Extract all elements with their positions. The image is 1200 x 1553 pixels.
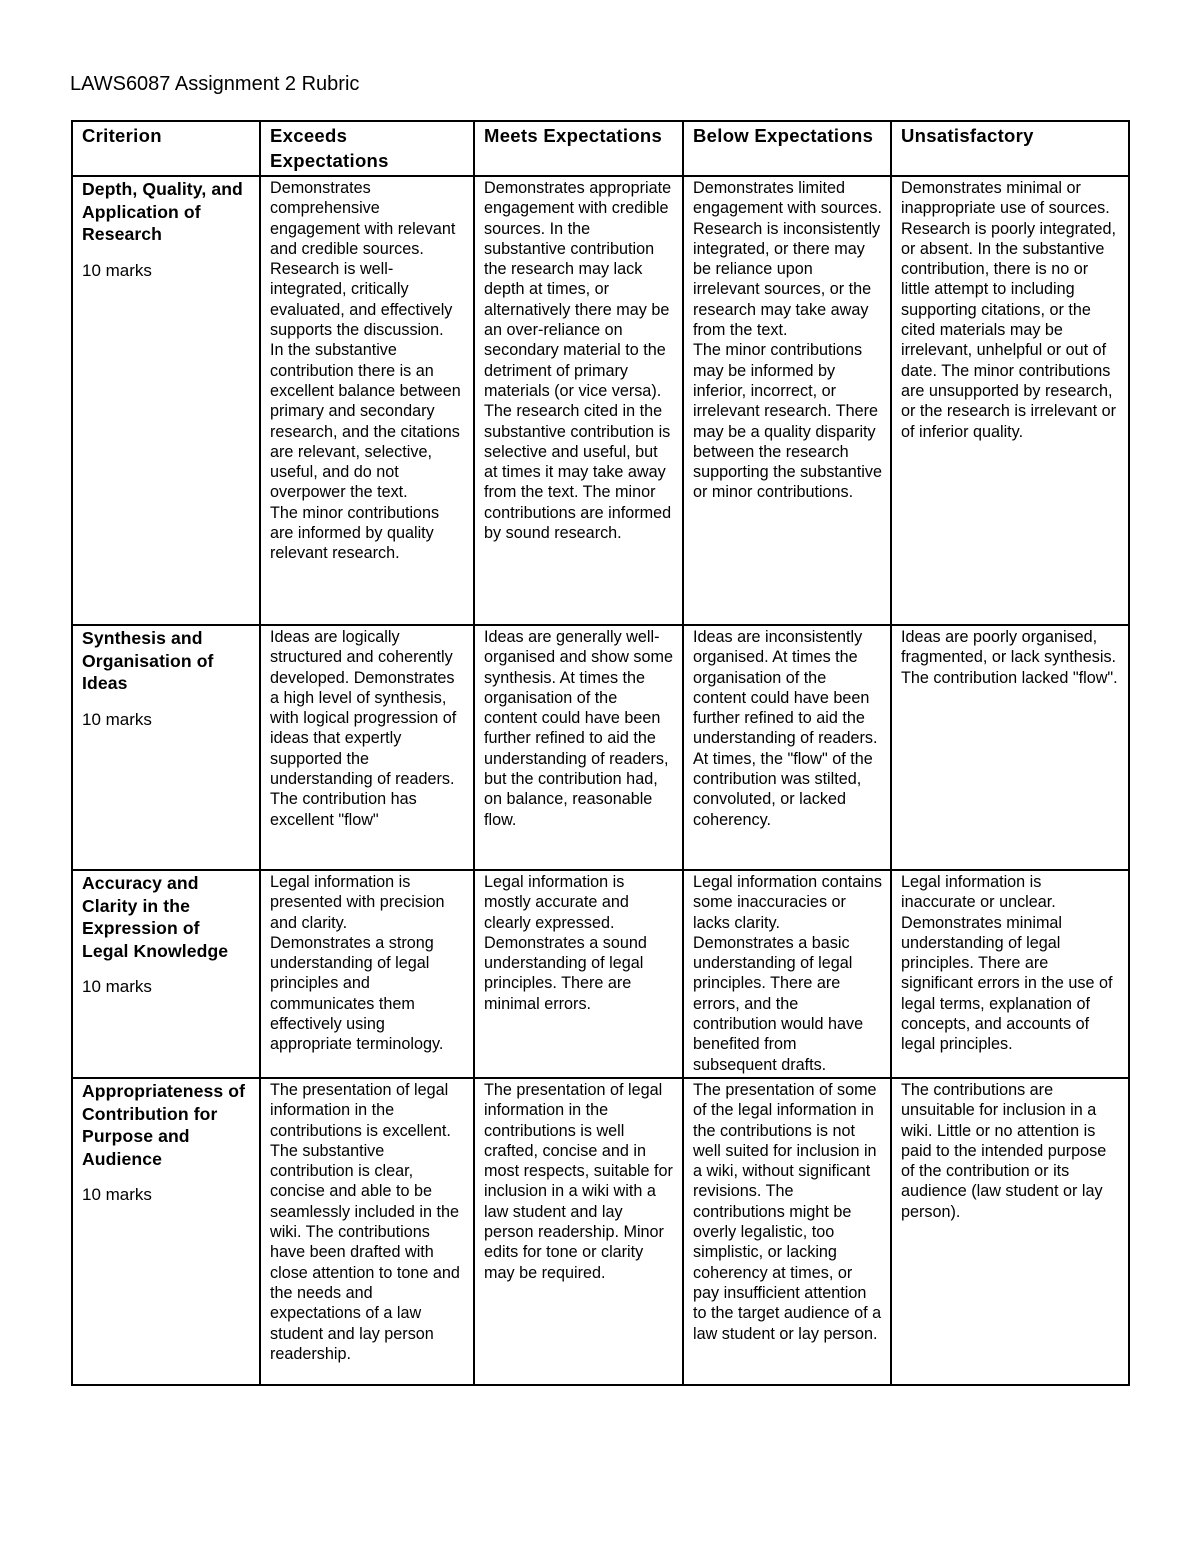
- cell-text: Demonstrates limited engagement with sources. Research is inconsistently integrated, or there may be reliance upon irrelevant sources, or the research may take away from the text. The minor contributions may be informed by inferior, incorrect, or irrelevant research. There may be a quality disparity between the research supporting the substantive or minor contributions.: [693, 179, 882, 502]
- exceeds-cell: [260, 625, 474, 870]
- cell-text: Demonstrates minimal or inappropriate use of sources. Research is poorly integrated, or absent. In the substantive contribution, there is no or little attempt to including supporting citations, or the cited materials may be irrelevant, unhelpful or out of date. The minor contributions are unsupported by research, or the research is irrelevant or of inferior quality.: [901, 179, 1117, 441]
- table-header-row: [72, 121, 1129, 176]
- criterion-marks: 10 marks: [82, 1185, 152, 1205]
- cell-text: Ideas are inconsistently organised. At times the organisation of the content could have been further refined to aid the understanding of readers. At times, the "flow" of the contribution was stilted, convoluted, or lacked coherency.: [693, 628, 878, 829]
- exceeds-cell: [260, 176, 474, 625]
- cell-text: Ideas are poorly organised, fragmented, or lack synthesis. The contribution lacked "flow".: [901, 628, 1118, 687]
- cell-text: The presentation of legal information in the contributions is excellent. The substantive contribution is clear, concise and able to be seamlessly included in the wiki. The contributions have been drafted with close attention to tone and the needs and expectations of a law student and lay person readership.: [270, 1080, 460, 1363]
- unsatisfactory-cell: [891, 1078, 1129, 1385]
- cell-text: Legal information is inaccurate or unclear. Demonstrates minimal understanding of legal principles. There are significant errors in the use of legal terms, explanation of concepts, and accounts of legal principles.: [901, 873, 1113, 1054]
- cell-text: Ideas are generally well-organised and show some synthesis. At times the organisation of the content could have been further refined to aid the understanding of readers, but the contribution had, on balance, reasonable flow.: [484, 628, 673, 829]
- exceeds-cell: [260, 1078, 474, 1385]
- below-cell: [683, 1078, 891, 1385]
- table-row: [72, 625, 1129, 870]
- below-cell: [683, 870, 891, 1078]
- table-row: [72, 1078, 1129, 1385]
- cell-text: The presentation of some of the legal information in the contributions is not well suited for inclusion in a wiki, without significant revisions. The contributions might be overly legalistic, too simplistic, or lacking coherency at times, or pay insufficient attention to the target audience of a law student or lay person.: [693, 1080, 882, 1343]
- criterion-marks: 10 marks: [82, 977, 152, 997]
- criterion-name: Depth, Quality, and Application of Research: [82, 179, 243, 245]
- header-unsatisfactory: Unsatisfactory: [891, 121, 1129, 176]
- criterion-cell: [72, 625, 260, 870]
- cell-text: Legal information is presented with precision and clarity. Demonstrates a strong understanding of legal principles and communicates them effectively using appropriate terminology.: [270, 873, 445, 1054]
- cell-text: Demonstrates appropriate engagement with credible sources. In the substantive contribution the research may lack depth at times, or alternatively there may be an over-reliance on secondary material to the detriment of primary materials (or vice versa). The research cited in the substantive contribution is selective and useful, but at times it may take away from the text. The minor contributions are informed by sound research.: [484, 179, 672, 543]
- rubric-table: [71, 120, 1130, 1386]
- cell-text: Legal information is mostly accurate and clearly expressed. Demonstrates a sound understanding of legal principles. There are minimal errors.: [484, 873, 647, 1013]
- meets-cell: [474, 176, 683, 625]
- meets-cell: [474, 625, 683, 870]
- meets-cell: [474, 1078, 683, 1385]
- unsatisfactory-cell: [891, 176, 1129, 625]
- exceeds-cell: [260, 870, 474, 1078]
- criterion-cell: [72, 870, 260, 1078]
- criterion-cell: [72, 176, 260, 625]
- below-cell: [683, 625, 891, 870]
- cell-text: Ideas are logically structured and coherently developed. Demonstrates a high level of synthesis, with logical progression of ideas that expertly supported the understanding of readers. The contribution has excellent "flow": [270, 628, 457, 829]
- meets-cell: [474, 870, 683, 1078]
- criterion-name: Appropriateness of Contribution for Purpose and Audience: [82, 1080, 246, 1169]
- criterion-name: Accuracy and Clarity in the Expression of Legal Knowledge: [82, 873, 229, 961]
- cell-text: Legal information contains some inaccuracies or lacks clarity. Demonstrates a basic understanding of legal principles. There are errors, and the contribution would have benefited from subsequent drafts.: [693, 873, 882, 1074]
- cell-text: Demonstrates comprehensive engagement with relevant and credible sources. Research is well-integrated, critically evaluated, and effectively supports the discussion. In the substantive contribution there is an excellent balance between primary and secondary research, and the citations are relevant, selective, useful, and do not overpower the text. The minor contributions are informed by quality relevant research.: [270, 179, 461, 563]
- criterion-cell: [72, 1078, 260, 1385]
- below-cell: [683, 176, 891, 625]
- criterion-marks: 10 marks: [82, 709, 152, 729]
- table-row: [72, 176, 1129, 625]
- document-title: LAWS6087 Assignment 2 Rubric: [70, 73, 360, 95]
- header-criterion: Criterion: [72, 121, 260, 176]
- header-exceeds-expectations: Exceeds Expectations: [260, 121, 474, 176]
- header-meets-expectations: Meets Expectations: [474, 121, 683, 176]
- unsatisfactory-cell: [891, 870, 1129, 1078]
- criterion-name: Synthesis and Organisation of Ideas: [82, 628, 214, 694]
- table-row: [72, 870, 1129, 1078]
- cell-text: The contributions are unsuitable for inclusion in a wiki. Little or no attention is paid to the intended purpose of the contribution or its audience (law student or lay person).: [901, 1080, 1107, 1221]
- cell-text: The presentation of legal information in the contributions is well crafted, concise and in most respects, suitable for inclusion in a wiki with a law student and lay person readership. Minor edits for tone or clarity may be required.: [484, 1080, 673, 1282]
- header-below-expectations: Below Expectations: [683, 121, 891, 176]
- criterion-marks: 10 marks: [82, 260, 152, 280]
- unsatisfactory-cell: [891, 625, 1129, 870]
